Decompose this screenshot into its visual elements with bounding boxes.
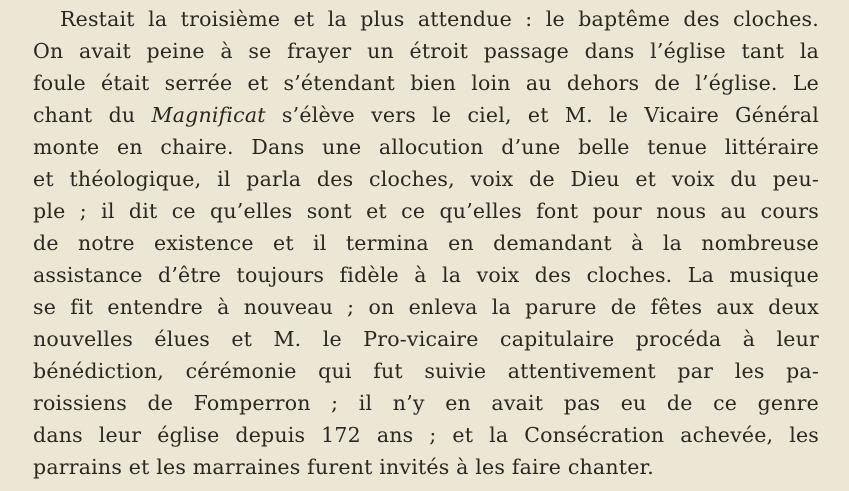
paragraph-line-7: ple ; il dit ce qu’elles sont et ce qu’elles font pour nous au cours [33,199,819,223]
paragraph-line-8: de notre existence et il termina en demandant à la nombreuse [33,231,819,255]
paragraph-line-9: assistance d’être toujours fidèle à la voix des cloches. La musique [33,263,819,287]
paragraph-line-6: et théologique, il parla des cloches, voix de Dieu et voix du peu- [33,167,819,191]
paragraph-line-2: On avait peine à se frayer un étroit passage dans l’église tant la [33,39,819,63]
paragraph-line-3: foule était serrée et s’étendant bien loin au dehors de l’église. Le [33,71,819,95]
paragraph-line-14: dans leur église depuis 172 ans ; et la Consécration achevée, les [33,423,819,447]
magnificat-italic-text: Magnificat [151,103,266,127]
line-4-text-after: s’élève vers le ciel, et M. le Vicaire Général [265,103,819,127]
paragraph-line-1: Restait la troisième et la plus attendue : le baptême des cloches. [60,7,819,31]
paragraph-line-15: parrains et les marraines furent invités à les faire chanter. [33,455,654,479]
paragraph-line-13: roissiens de Fomperron ; il n’y en avait pas eu de ce genre [33,391,819,415]
line-4-text-before: chant du [33,103,152,127]
paragraph-line-11: nouvelles élues et M. le Pro-vicaire capitulaire procéda à leur [33,327,819,351]
paragraph-line-12: bénédiction, cérémonie qui fut suivie attentivement par les pa- [33,359,819,383]
paragraph-line-10: se fit entendre à nouveau ; on enleva la parure de fêtes aux deux [33,295,819,319]
paragraph-line-4 [33,99,819,131]
paragraph-line-5: monte en chaire. Dans une allocution d’une belle tenue littéraire [33,135,819,159]
